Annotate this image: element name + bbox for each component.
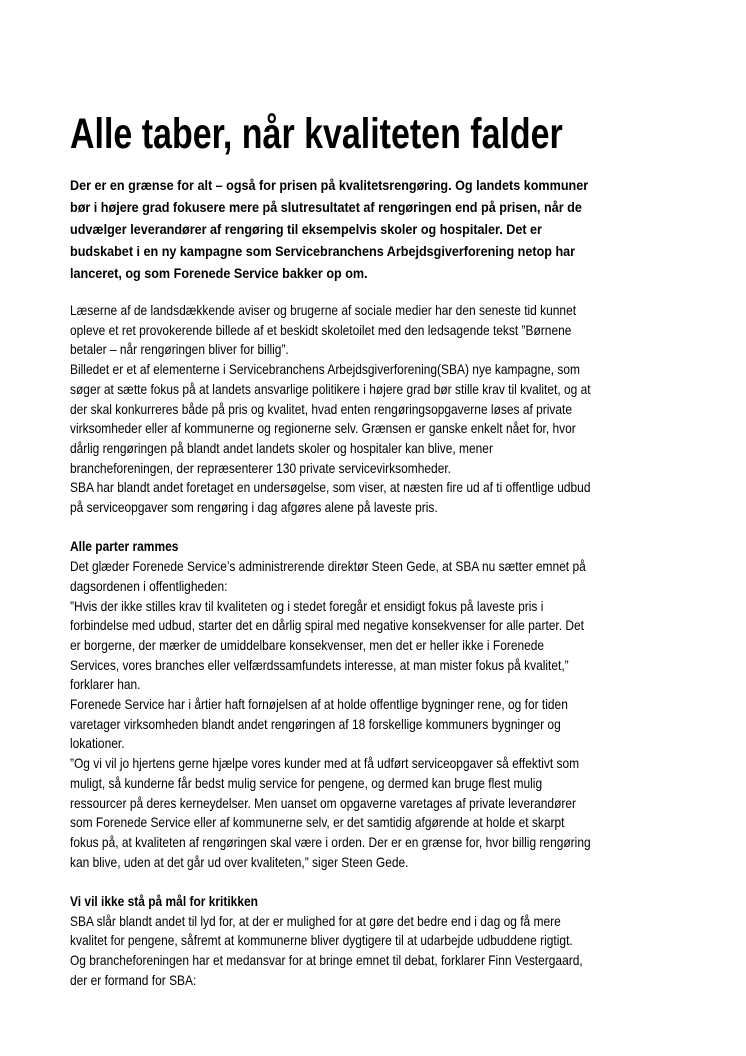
text-line: der skal konkurreres både på pris og kvalitet, hvad enten rengøringsopgaverne løses af private [70, 401, 573, 417]
text-line: budskabet i en ny kampagne som Servicebranchens Arbejdsgiverforening netop har [70, 243, 576, 259]
text-line: søger at sætte fokus på at landets ansvarlige politikere i højere grad bør stille krav til kvalitet, og at [70, 381, 591, 397]
document-page [70, 108, 690, 991]
article-title: Alle taber, når kvaliteten falder [70, 110, 563, 158]
text-line: betaler – når rengøringen bliver for billig”. [70, 342, 289, 358]
text-line: Forenede Service har i årtier haft fornøjelsen af at holde offentlige bygninger rene, og for tiden [70, 697, 568, 713]
text-line: dagsordenen i offentligheden: [70, 578, 228, 594]
text-line: som Forenede Service eller af kommunerne selv, er det samtidig afgørende at holde et skarpt [70, 815, 565, 831]
text-line: virksomheder eller af kommunerne og regionerne selv. Grænsen er ganske enkelt nået for, hvor [70, 421, 576, 437]
subheading-vi-vil-ikke: Vi vil ikke stå på mål for kritikken [70, 894, 258, 910]
text-line: lokationer. [70, 736, 125, 752]
text-line: dårlig rengøringen på blandt andet landets skoler og hospitaler kan blive, mener [70, 440, 493, 456]
text-line: ressourcer på deres kerneydelser. Men uanset om opgaverne varetages af private leverandører [70, 795, 577, 811]
text-line: på serviceopgaver som rengøring i dag afgøres alene på laveste pris. [70, 500, 438, 516]
body-section-2 [70, 557, 690, 872]
text-line: Billedet er et af elementerne i Servicebranchens Arbejdsgiverforening(SBA) nye kampagne, som [70, 362, 581, 378]
text-line: ”Og vi vil jo hjertens gerne hjælpe vores kunder med at få udført serviceopgaver så effektivt som [70, 756, 580, 772]
text-line: Der er en grænse for alt – også for prisen på kvalitetsrengøring. Og landets kommuner [70, 177, 589, 193]
text-line: bør i højere grad fokusere mere på slutresultatet af rengøringen end på prisen, når de [70, 199, 582, 215]
text-line: Læserne af de landsdækkende aviser og brugerne af sociale medier har den seneste tid kunnet [70, 303, 577, 318]
subheading-alle-parter-rammes: Alle parter rammes [70, 539, 179, 555]
text-line: varetager virksomheden blandt andet rengøringen af 18 forskellige kommuners bygninger og [70, 716, 561, 732]
text-line: forklarer han. [70, 677, 141, 693]
body-section-3 [70, 912, 690, 991]
text-line: kan blive, uden at det går ud over kvaliteten,” siger Steen Gede. [70, 854, 409, 870]
text-line: er borgerne, der mærker de umiddelbare konsekvenser, men det er heller ikke i Forenede [70, 637, 545, 653]
text-line: SBA har blandt andet foretaget en undersøgelse, som viser, at næsten fire ud af ti offentlige udbud [70, 480, 591, 496]
text-line: Det glæder Forenede Service’s administrerende direktør Steen Gede, at SBA nu sætter emnet på [70, 559, 586, 575]
body-section-1 [70, 301, 690, 518]
text-line: brancheforeningen, der repræsenterer 130 private servicevirksomheder. [70, 460, 452, 476]
lead-paragraph [70, 174, 690, 284]
text-line: kvalitet for pengene, såfremt at kommunerne bliver dygtigere til at udarbejde udbuddene rigtigt. [70, 933, 573, 949]
text-line: udvælger leverandører af rengøring til eksempelvis skoler og hospitaler. Det er [70, 221, 542, 237]
text-line: SBA slår blandt andet til lyd for, at der er mulighed for at gøre det bedre end i dag og få mere [70, 913, 561, 929]
text-line: opleve et ret provokerende billede af et beskidt skoletoilet med den ledsagende tekst ”Børnene [70, 322, 572, 338]
text-line: Og brancheforeningen har et medansvar for at bringe emnet til debat, forklarer Finn Vestergaard, [70, 953, 583, 969]
text-line: ”Hvis der ikke stilles krav til kvaliteten og i stedet foregår et ensidigt fokus på laveste pris i [70, 598, 544, 614]
text-line: lanceret, og som Forenede Service bakker op om. [70, 265, 368, 281]
text-line: Services, vores branches eller velfærdssamfundets interesse, at man mister fokus på kvalitet,” [70, 657, 569, 673]
text-line: der er formand for SBA: [70, 972, 197, 988]
text-line: forbindelse med udbud, starter det en dårlig spiral med negative konsekvenser for alle parter. Det [70, 618, 585, 634]
text-line: fokus på, at kvaliteten af rengøringen skal være i orden. Der er en grænse for, hvor billig rengøring [70, 834, 591, 850]
spacer [70, 872, 690, 892]
spacer [70, 518, 690, 538]
text-line: muligt, så kunderne får bedst mulig service for pengene, og dermed kan bruge flest mulig [70, 775, 543, 791]
